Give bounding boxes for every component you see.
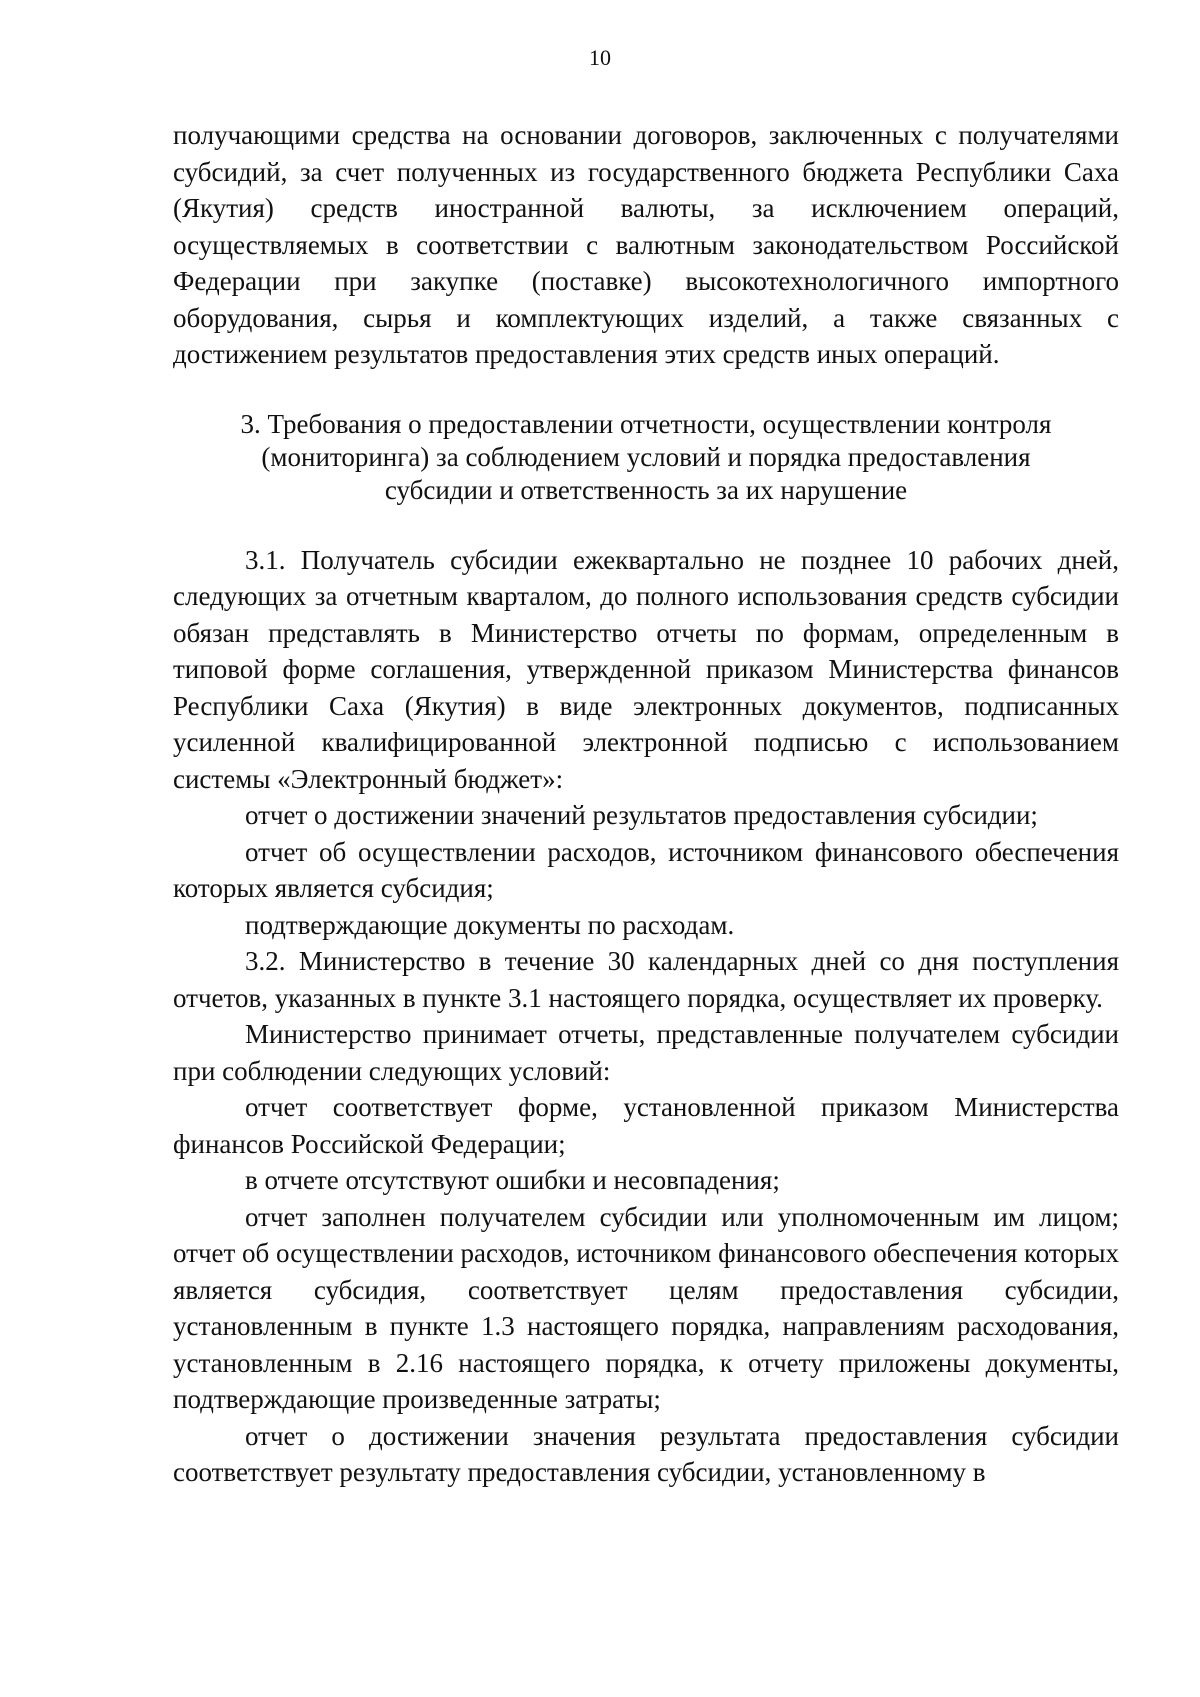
section-heading-line-2: (мониторинга) за соблюдением условий и порядка предоставления — [261, 441, 1031, 472]
condition-no-errors: в отчете отсутствуют ошибки и несовпадения; — [245, 1165, 780, 1195]
paragraph-acceptance-conditions: Министерство принимает отчеты, представленные получателем субсидии при соблюдении следующих условий: — [173, 1019, 1119, 1086]
condition-filled-by-recipient: отчет заполнен получателем субсидии или уполномоченным им лицом; отчет об осуществлении расходов, источником финансового обеспечения которых является субсидия, соответствует целям предоставления субсидии, установленным в пункте 1.3 настоящего порядка, направлениям расходования, установленным в 2.16 настоящего порядка, к отчету приложены документы, подтверждающие произведенные затраты; — [173, 1201, 1119, 1414]
list-item-report-expenses: отчет об осуществлении расходов, источником финансового обеспечения которых является субсидия; — [173, 836, 1119, 903]
document-body — [173, 117, 1119, 1491]
section-heading-line-3: субсидии и ответственность за их нарушение — [384, 474, 908, 505]
page-number: 10 — [589, 45, 611, 70]
condition-result-compliance: отчет о достижении значения результата предоставления субсидии соответствует результату предоставления субсидии, установленному в — [173, 1420, 1119, 1487]
continuation-paragraph: получающими средства на основании договоров, заключенных с получателями субсидий, за счет полученных из государственного бюджета Республики Саха (Якутия) средств иностранной валюты, за исключением операций, осуществляемых в соответствии с валютным законодательством Российской Федерации при закупке (поставке) высокотехнологичного импортного оборудования, сырья и комплектующих изделий, а также связанных с достижением результатов предоставления этих средств иных операций. — [173, 120, 1119, 369]
section-heading — [173, 408, 1119, 507]
list-item-supporting-docs: подтверждающие документы по расходам. — [245, 909, 735, 940]
condition-form-compliance: отчет соответствует форме, установленной приказом Министерства финансов Российской Федерации; — [173, 1092, 1119, 1159]
paragraph-3-1: 3.1. Получатель субсидии ежеквартально не позднее 10 рабочих дней, следующих за отчетным кварталом, до полного использования средств субсидии обязан представлять в Министерство отчеты по формам, определенным в типовой форме соглашения, утвержденной приказом Министерства финансов Республики Саха (Якутия) в виде электронных документов, подписанных усиленной квалифицированной электронной подписью с использованием системы «Электронный бюджет»: — [173, 544, 1119, 794]
paragraph-3-2: 3.2. Министерство в течение 30 календарных дней со дня поступления отчетов, указанных в пункте 3.1 настоящего порядка, осуществляет их проверку. — [173, 946, 1119, 1013]
section-heading-line-1: 3. Требования о предоставлении отчетности, осуществлении контроля — [240, 408, 1052, 439]
list-item-report-results: отчет о достижении значений результатов предоставления субсидии; — [245, 800, 1038, 830]
